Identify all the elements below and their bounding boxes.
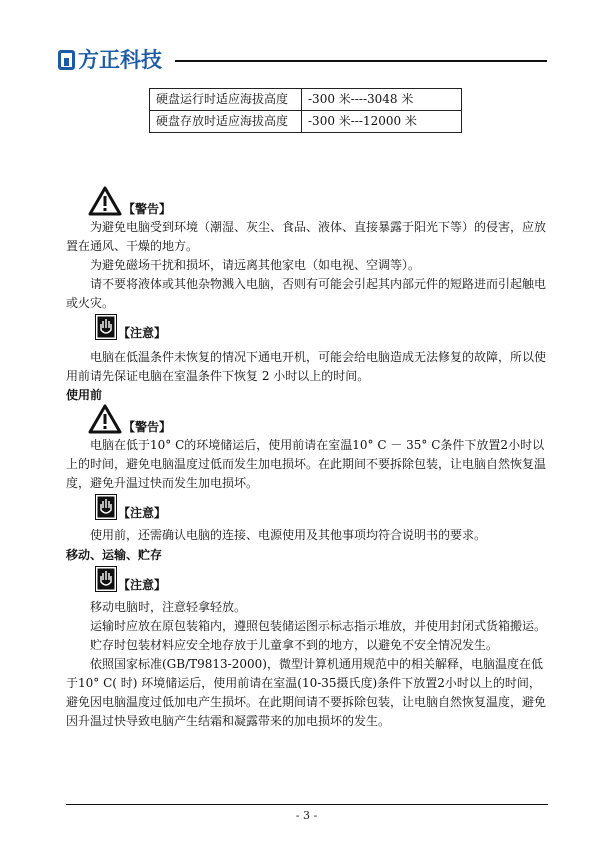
table-row (150, 111, 462, 133)
notice-heading (95, 314, 166, 340)
notice-label: 【注意】 (118, 506, 167, 520)
paragraph: 请不要将液体或其他杂物溅入电脑，否则有可能会引起其内部元件的短路进而引起触电或火灾。 (66, 277, 547, 310)
paragraph: 为避免电脑受到环境（潮湿、灰尘、食品、液体、直接暴露于阳光下等）的侵害，应放置在通风、干燥的地方。 (66, 220, 547, 253)
spec-table (149, 88, 462, 133)
header-rule (175, 60, 547, 62)
page-number: - 3 - (295, 809, 318, 822)
company-logo (58, 46, 162, 74)
paragraph: 移动电脑时，注意轻拿轻放。 (90, 600, 247, 614)
notice-hand-icon (95, 494, 117, 520)
section-title: 使用前 (66, 388, 103, 402)
table-cell-value: -300 米----3048 米 (302, 89, 462, 111)
warning-triangle-icon (88, 404, 122, 434)
transport-text-block (66, 598, 548, 731)
warning-text-block (66, 218, 548, 313)
logo-text: 方正科技 (78, 47, 162, 72)
table-cell-label: 硬盘运行时适应海拔高度 (150, 89, 302, 111)
paragraph: 运输时应放在原包装箱内，遵照包装储运图示标志指示堆放，并使用封闭式货箱搬运。 (90, 619, 547, 633)
notice-heading (95, 566, 166, 592)
warning-label: 【警告】 (123, 202, 172, 216)
warning-heading (88, 404, 171, 434)
paragraph: 电脑在低温条件未恢复的情况下通电开机，可能会给电脑造成无法修复的故障，所以使用前请先保证电脑在室温条件下恢复 2 小时以上的时间。 (66, 350, 547, 383)
notice-heading (95, 494, 166, 520)
section-title: 移动、运输、贮存 (66, 548, 163, 562)
notice-label: 【注意】 (118, 578, 167, 592)
paragraph: 依照国家标准(GB/T9813-2000)，微型计算机通用规范中的相关解释，电脑温度在低于10° C( 时) 环境储运后，使用前请在室温(10-35摄氏度)条件下放置2小时以上的时间，避免因电脑温度过低加电产生损坏。在此期间请不要拆除包装，让电脑自然恢复温度，避免因升温过快导致电脑产生结霜和凝露带来的加电损坏的发生。 (66, 657, 547, 728)
footer-rule (66, 804, 548, 805)
paragraph: 使用前，还需确认电脑的连接、电源使用及其他事项均符合说明书的要求。 (90, 528, 487, 542)
paragraph: 贮存时包装材料应安全地存放于儿童拿不到的地方，以避免不安全情况发生。 (90, 638, 499, 652)
warning-triangle-icon (88, 186, 122, 216)
table-cell-label: 硬盘存放时适应海拔高度 (150, 111, 302, 133)
table-row (150, 89, 462, 111)
notice-hand-icon (95, 566, 117, 592)
warning-text-block (66, 436, 548, 493)
notice-label: 【注意】 (118, 326, 167, 340)
notice-text-block (66, 526, 548, 545)
logo-mark-icon (58, 50, 75, 70)
table-cell-value: -300 米---12000 米 (302, 111, 462, 133)
paragraph: 电脑在低于10° C的环境储运后，使用前请在室温10° C － 35° C条件下放置2小时以上的时间，避免电脑温度过低而发生加电损坏。在此期间不要拆除包装，让电脑自然恢复温度，避免升温过快而发生加电损坏。 (66, 438, 547, 490)
notice-hand-icon (95, 314, 117, 340)
notice-text-block (66, 348, 548, 386)
warning-label: 【警告】 (123, 420, 172, 434)
warning-heading (88, 186, 171, 216)
paragraph: 为避免磁场干扰和损坏，请远离其他家电（如电视、空调等）。 (90, 258, 421, 272)
